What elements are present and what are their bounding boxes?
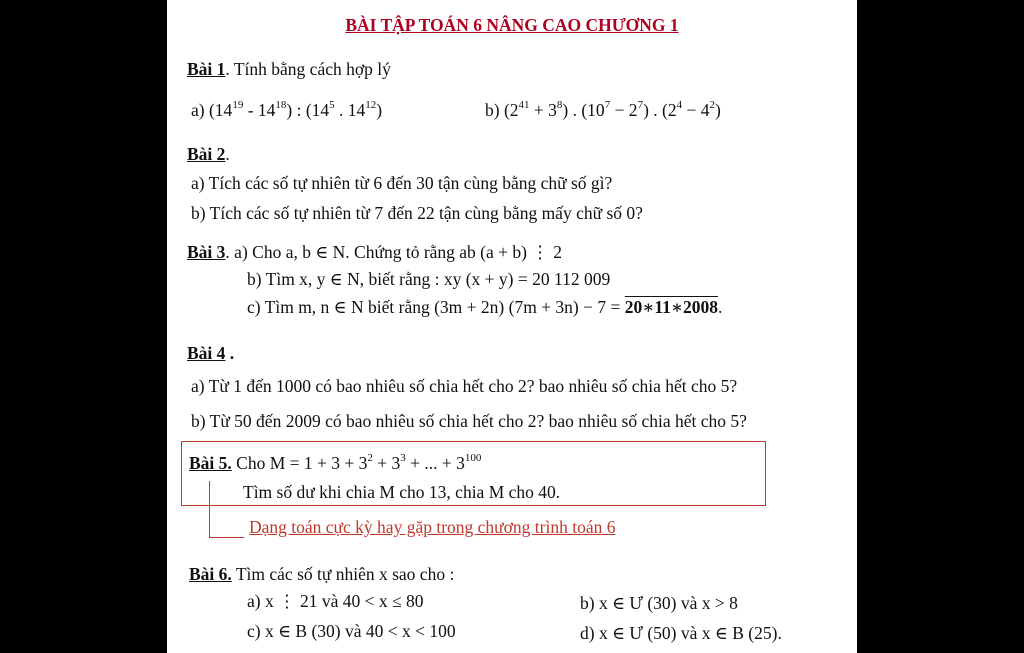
bai1-b-part: ) — [714, 100, 721, 120]
bai1-prompt: Tính bằng cách hợp lý — [233, 59, 391, 79]
bai6-a: a) x ⋮ 21 và 40 < x ≤ 80 — [247, 591, 424, 611]
worksheet-page — [167, 0, 857, 653]
bai1-a-part: ) : (14 — [286, 100, 330, 120]
bai5-expr: Cho M = 1 + 3 + 3 — [231, 453, 368, 473]
bai1-b-part: ) . (2 — [643, 100, 677, 120]
bai2-heading — [187, 143, 230, 165]
bai1-a — [191, 99, 382, 121]
bai3-a-text: . a) Cho a, b ∈ N. Chứng tỏ rằng ab (a + b) ⋮ 2 — [225, 242, 562, 262]
bai4-heading — [187, 342, 234, 364]
bai1-b-part: b) (2 — [485, 100, 519, 120]
bai4-label: Bài 4 — [187, 343, 226, 363]
bai1-b-part: − 2 — [610, 100, 638, 120]
bai1-b-exp: 41 — [518, 99, 530, 111]
bai4-sep: . — [225, 343, 235, 363]
bai4-a: a) Từ 1 đến 1000 có bao nhiêu số chia hết cho 2? bao nhiêu số chia hết cho 5? — [191, 376, 738, 396]
bai6-c: c) x ∈ B (30) và 40 < x < 100 — [247, 621, 456, 641]
bai6-prompt: Tìm các số tự nhiên x sao cho : — [231, 564, 455, 584]
bai3-c — [247, 296, 722, 318]
bai1-a-exp: 19 — [232, 99, 244, 111]
bai1-b — [485, 99, 721, 121]
bai4-b: b) Từ 50 đến 2009 có bao nhiêu số chia hết cho 2? bao nhiêu số chia hết cho 5? — [191, 411, 747, 431]
bai1-b-exp: 7 — [604, 99, 611, 111]
bai1-a-part: . 14 — [334, 100, 366, 120]
bai1-heading — [187, 58, 391, 80]
bai3-c-text: c) Tìm m, n ∈ N biết rằng (3m + 2n) (7m + 3n) − 7 = — [247, 297, 625, 317]
bai5-label: Bài 5. — [189, 453, 232, 473]
bai3-c-number: 20∗11∗2008 — [624, 297, 718, 317]
bai1-a-part: ) — [376, 100, 383, 120]
bai1-b-exp: 4 — [676, 99, 683, 111]
bai1-a-part: a) (14 — [191, 100, 233, 120]
bai1-b-exp: 2 — [709, 99, 715, 111]
bai1-label: Bài 1 — [187, 59, 226, 79]
bai6-d: d) x ∈ Ư (50) và x ∈ B (25). — [580, 623, 782, 643]
bai5-exp: 100 — [464, 452, 482, 464]
bai5-exp: 2 — [367, 452, 373, 464]
bai6-label: Bài 6. — [189, 564, 232, 584]
bai5-note: Dạng toán cực kỳ hay gặp trong chương trình toán 6 — [249, 517, 616, 537]
bai5-note-connector — [209, 481, 244, 538]
bai3-a — [187, 241, 562, 263]
bai2-b: b) Tích các số tự nhiên từ 7 đến 22 tận cùng bằng mấy chữ số 0? — [191, 203, 643, 223]
bai1-b-exp: 7 — [637, 99, 644, 111]
bai5-exp: 3 — [400, 452, 406, 464]
bai2-label: Bài 2 — [187, 144, 226, 164]
bai2-sep: . — [225, 144, 230, 164]
bai1-a-exp: 12 — [365, 99, 377, 111]
bai5-line1 — [189, 452, 481, 474]
bai2-a: a) Tích các số tự nhiên từ 6 đến 30 tận cùng bằng chữ số gì? — [191, 173, 613, 193]
bai1-b-exp: 8 — [556, 99, 563, 111]
bai3-b: b) Tìm x, y ∈ N, biết rằng : xy (x + y) = 20 112 009 — [247, 269, 611, 289]
bai1-b-part: + 3 — [529, 100, 557, 120]
bai1-sep: . — [225, 59, 234, 79]
bai6-heading — [189, 563, 454, 585]
bai3-label: Bài 3 — [187, 242, 226, 262]
bai1-b-part: ) . (10 — [562, 100, 605, 120]
bai1-a-exp: 5 — [329, 99, 335, 111]
page-title: BÀI TẬP TOÁN 6 NÂNG CAO CHƯƠNG 1 — [345, 15, 679, 35]
bai1-a-part: - 14 — [243, 100, 276, 120]
bai1-a-exp: 18 — [275, 99, 287, 111]
bai5-line2: Tìm số dư khi chia M cho 13, chia M cho 40. — [243, 482, 561, 502]
bai1-b-part: − 4 — [682, 100, 710, 120]
bai5-expr: + ... + 3 — [405, 453, 465, 473]
bai3-c-end: . — [717, 297, 723, 317]
bai6-b: b) x ∈ Ư (30) và x > 8 — [580, 593, 738, 613]
bai5-expr: + 3 — [372, 453, 401, 473]
